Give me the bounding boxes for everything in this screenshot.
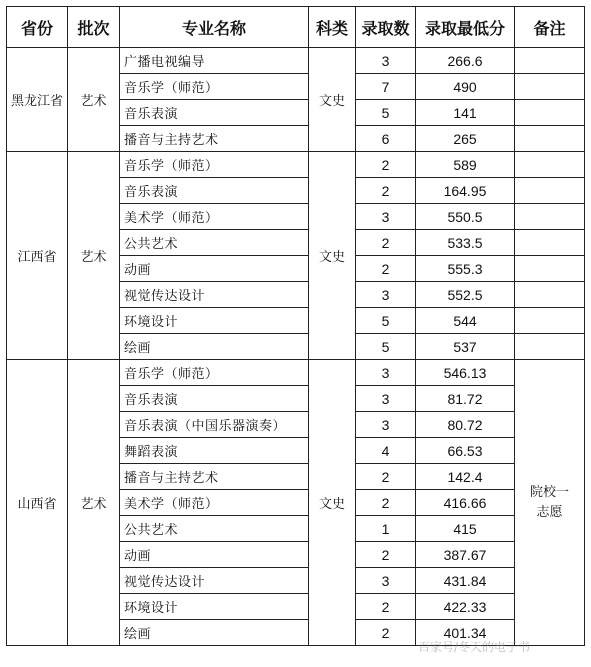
note-cell [515, 308, 585, 334]
admission-table [6, 6, 585, 646]
category-cell: 文史 [309, 152, 356, 360]
min-score-cell: 266.6 [416, 48, 515, 74]
major-cell: 播音与主持艺术 [120, 126, 309, 152]
major-cell: 广播电视编导 [120, 48, 309, 74]
major-cell: 动画 [120, 256, 309, 282]
major-cell: 视觉传达设计 [120, 568, 309, 594]
min-score-cell: 265 [416, 126, 515, 152]
count-cell: 2 [356, 490, 416, 516]
min-score-cell: 544 [416, 308, 515, 334]
batch-cell: 艺术 [68, 360, 120, 646]
count-cell: 3 [356, 386, 416, 412]
table-row [7, 48, 585, 74]
table-row [7, 152, 585, 178]
count-cell: 2 [356, 594, 416, 620]
major-cell: 美术学（师范） [120, 204, 309, 230]
min-score-cell: 422.33 [416, 594, 515, 620]
count-cell: 6 [356, 126, 416, 152]
header-category: 科类 [309, 7, 356, 48]
min-score-cell: 546.13 [416, 360, 515, 386]
count-cell: 5 [356, 100, 416, 126]
count-cell: 2 [356, 542, 416, 568]
note-cell [515, 360, 585, 646]
note-cell [515, 256, 585, 282]
count-cell: 7 [356, 74, 416, 100]
watermark: 百家号/冬天的电子书 [418, 640, 531, 654]
province-cell: 江西省 [7, 152, 68, 360]
header-row [7, 7, 585, 48]
note-cell [515, 74, 585, 100]
header-note: 备注 [515, 7, 585, 48]
note-cell [515, 152, 585, 178]
major-cell: 视觉传达设计 [120, 282, 309, 308]
table-row [7, 360, 585, 386]
min-score-cell: 552.5 [416, 282, 515, 308]
min-score-cell: 164.95 [416, 178, 515, 204]
count-cell: 3 [356, 568, 416, 594]
min-score-cell: 555.3 [416, 256, 515, 282]
min-score-cell: 490 [416, 74, 515, 100]
note-cell [515, 230, 585, 256]
count-cell: 3 [356, 204, 416, 230]
count-cell: 4 [356, 438, 416, 464]
min-score-cell: 141 [416, 100, 515, 126]
major-cell: 公共艺术 [120, 516, 309, 542]
min-score-cell: 415 [416, 516, 515, 542]
major-cell: 舞蹈表演 [120, 438, 309, 464]
major-cell: 音乐表演 [120, 100, 309, 126]
min-score-cell: 387.67 [416, 542, 515, 568]
note-cell [515, 282, 585, 308]
count-cell: 3 [356, 48, 416, 74]
min-score-cell: 431.84 [416, 568, 515, 594]
note-cell [515, 178, 585, 204]
min-score-cell: 550.5 [416, 204, 515, 230]
batch-cell: 艺术 [68, 152, 120, 360]
header-province: 省份 [7, 7, 68, 48]
count-cell: 2 [356, 178, 416, 204]
major-cell: 音乐表演 [120, 178, 309, 204]
note-cell [515, 100, 585, 126]
min-score-cell: 537 [416, 334, 515, 360]
note-cell [515, 334, 585, 360]
major-cell: 音乐学（师范） [120, 152, 309, 178]
batch-cell: 艺术 [68, 48, 120, 152]
min-score-cell: 66.53 [416, 438, 515, 464]
major-cell: 音乐表演 [120, 386, 309, 412]
count-cell: 2 [356, 256, 416, 282]
major-cell: 播音与主持艺术 [120, 464, 309, 490]
table-body [7, 48, 585, 646]
header-major: 专业名称 [120, 7, 309, 48]
count-cell: 2 [356, 464, 416, 490]
min-score-cell: 80.72 [416, 412, 515, 438]
category-cell: 文史 [309, 360, 356, 646]
major-cell: 环境设计 [120, 308, 309, 334]
major-cell: 公共艺术 [120, 230, 309, 256]
major-cell: 绘画 [120, 334, 309, 360]
province-cell: 黑龙江省 [7, 48, 68, 152]
count-cell: 3 [356, 412, 416, 438]
major-cell: 音乐表演（中国乐器演奏） [120, 412, 309, 438]
major-cell: 音乐学（师范） [120, 360, 309, 386]
count-cell: 2 [356, 620, 416, 646]
major-cell: 美术学（师范） [120, 490, 309, 516]
min-score-cell: 589 [416, 152, 515, 178]
header-count: 录取数 [356, 7, 416, 48]
min-score-cell: 416.66 [416, 490, 515, 516]
min-score-cell: 81.72 [416, 386, 515, 412]
note-cell [515, 204, 585, 230]
count-cell: 1 [356, 516, 416, 542]
min-score-cell: 401.34 [416, 620, 515, 646]
note-text: 院校一 志愿 [529, 484, 569, 520]
note-cell [515, 48, 585, 74]
count-cell: 5 [356, 308, 416, 334]
major-cell: 环境设计 [120, 594, 309, 620]
count-cell: 5 [356, 334, 416, 360]
admission-table-container [6, 6, 585, 654]
min-score-cell: 142.4 [416, 464, 515, 490]
note-cell [515, 126, 585, 152]
min-score-cell: 533.5 [416, 230, 515, 256]
major-cell: 动画 [120, 542, 309, 568]
major-cell: 绘画 [120, 620, 309, 646]
count-cell: 3 [356, 360, 416, 386]
major-cell: 音乐学（师范） [120, 74, 309, 100]
header-batch: 批次 [68, 7, 120, 48]
count-cell: 2 [356, 230, 416, 256]
count-cell: 2 [356, 152, 416, 178]
count-cell: 3 [356, 282, 416, 308]
category-cell: 文史 [309, 48, 356, 152]
province-cell: 山西省 [7, 360, 68, 646]
header-min-score: 录取最低分 [416, 7, 515, 48]
